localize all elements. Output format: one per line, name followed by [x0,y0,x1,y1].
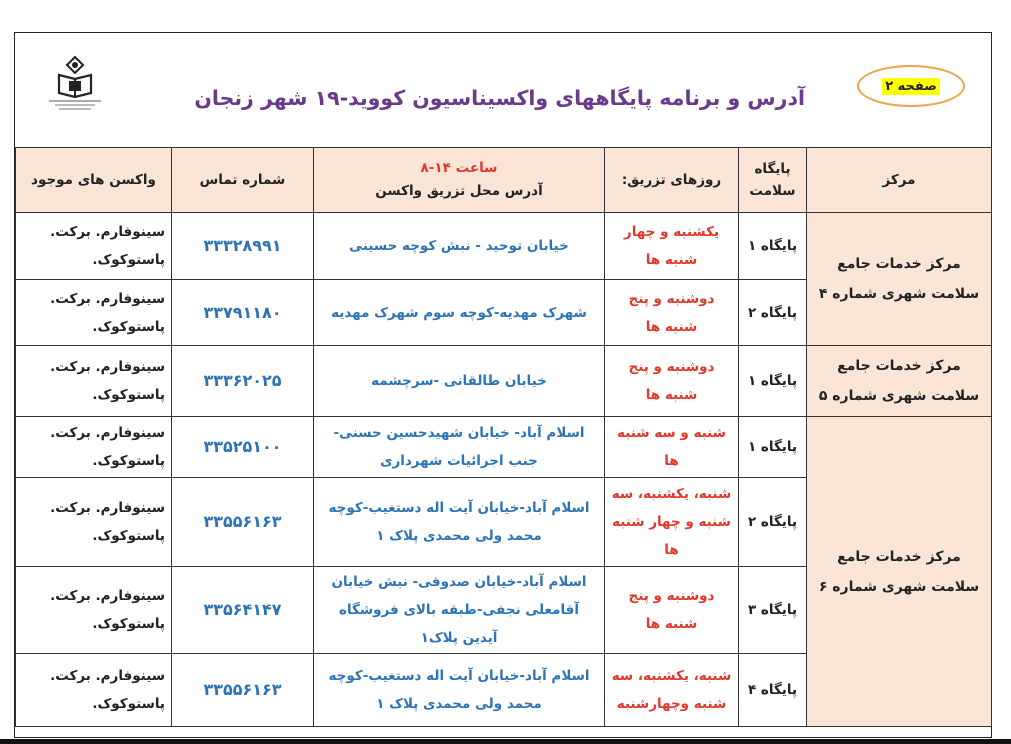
days-cell: دوشنبه و پنج شنبه ها [605,567,739,654]
bottom-edge-line [0,739,1011,744]
page-number-badge [857,65,965,107]
days-cell: شنبه، یکشنبه، سه شنبه و چهار شنبه ها [605,478,739,567]
phone-cell: ۳۳۵۲۵۱۰۰ [172,417,314,478]
header-address-label: آدرس محل تزریق واکسن [375,183,543,199]
station-cell: پایگاه ۳ [739,567,807,654]
station-cell: پایگاه ۱ [739,346,807,417]
vaccines-cell: سینوفارم. برکت. پاستوکوک. [16,346,172,417]
address-cell: اسلام آباد-خیابان صدوقی- نبش خیابان آقامعلی نجفی-طبقه بالای فروشگاه آیدین پلاک۱ [314,567,605,654]
vaccines-cell: سینوفارم. برکت. پاستوکوک. [16,567,172,654]
vaccines-cell: سینوفارم. برکت. پاستوکوک. [16,280,172,346]
header-station: پایگاه سلامت [739,148,807,213]
table-header-row [16,148,992,213]
address-cell: اسلام آباد-خیابان آیت اله دستغیب-کوچه محمد ولی محمدی پلاک ۱ [314,478,605,567]
station-cell: پایگاه ۲ [739,478,807,567]
days-cell: یکشنبه و چهار شنبه ها [605,213,739,280]
station-cell: پایگاه ۴ [739,654,807,727]
phone-cell: ۳۳۵۶۴۱۴۷ [172,567,314,654]
address-cell: اسلام آباد-خیابان آیت اله دستغیب-کوچه محمد ولی محمدی پلاک ۱ [314,654,605,727]
address-cell: شهرک مهدیه-کوچه سوم شهرک مهدیه [314,280,605,346]
days-cell: شنبه و سه شنبه ها [605,417,739,478]
vaccines-cell: سینوفارم. برکت. پاستوکوک. [16,478,172,567]
document-header [15,33,991,147]
center-name: مرکز خدمات جامع سلامت شهری شماره ۵ [807,346,992,417]
ministry-logo-icon [45,55,105,117]
header-center: مرکز [807,148,992,213]
address-cell: خیابان توحید - نبش کوچه حسینی [314,213,605,280]
phone-cell: ۳۳۳۶۲۰۲۵ [172,346,314,417]
station-cell: پایگاه ۱ [739,213,807,280]
vaccines-cell: سینوفارم. برکت. پاستوکوک. [16,417,172,478]
station-cell: پایگاه ۱ [739,417,807,478]
phone-cell: ۳۳۵۵۶۱۶۳ [172,654,314,727]
phone-cell: ۳۳۷۹۱۱۸۰ [172,280,314,346]
address-cell: اسلام آباد- خیابان شهیدحسین حسنی- جنب اجرائیات شهرداری [314,417,605,478]
vaccines-cell: سینوفارم. برکت. پاستوکوک. [16,654,172,727]
station-cell: پایگاه ۲ [739,280,807,346]
table-row [16,346,992,417]
days-cell: دوشنبه و پنج شنبه ها [605,346,739,417]
days-cell: دوشنبه و پنج شنبه ها [605,280,739,346]
header-vaccines: واکسن های موجود [16,148,172,213]
vaccines-cell: سینوفارم. برکت. پاستوکوک. [16,213,172,280]
header-phone: شماره تماس [172,148,314,213]
page-number-label: صفحه ۲ [882,78,940,95]
center-name: مرکز خدمات جامع سلامت شهری شماره ۶ [807,417,992,727]
days-cell: شنبه، یکشنبه، سه شنبه وچهارشنبه [605,654,739,727]
phone-cell: ۳۳۳۲۸۹۹۱ [172,213,314,280]
header-address [314,148,605,213]
header-days: روزهای تزریق: [605,148,739,213]
document-title: آدرس و برنامه پایگاههای واکسیناسیون کووید-۱۹ شهر زنجان [194,86,805,110]
vaccination-schedule-table [15,147,992,727]
center-name: مرکز خدمات جامع سلامت شهری شماره ۴ [807,213,992,346]
phone-cell: ۳۳۵۵۶۱۶۳ [172,478,314,567]
address-cell: خیابان طالقانی -سرچشمه [314,346,605,417]
table-row [16,213,992,280]
header-time: ساعت ۱۴-۸ [420,160,498,176]
table-row [16,417,992,478]
document-frame [14,32,992,738]
